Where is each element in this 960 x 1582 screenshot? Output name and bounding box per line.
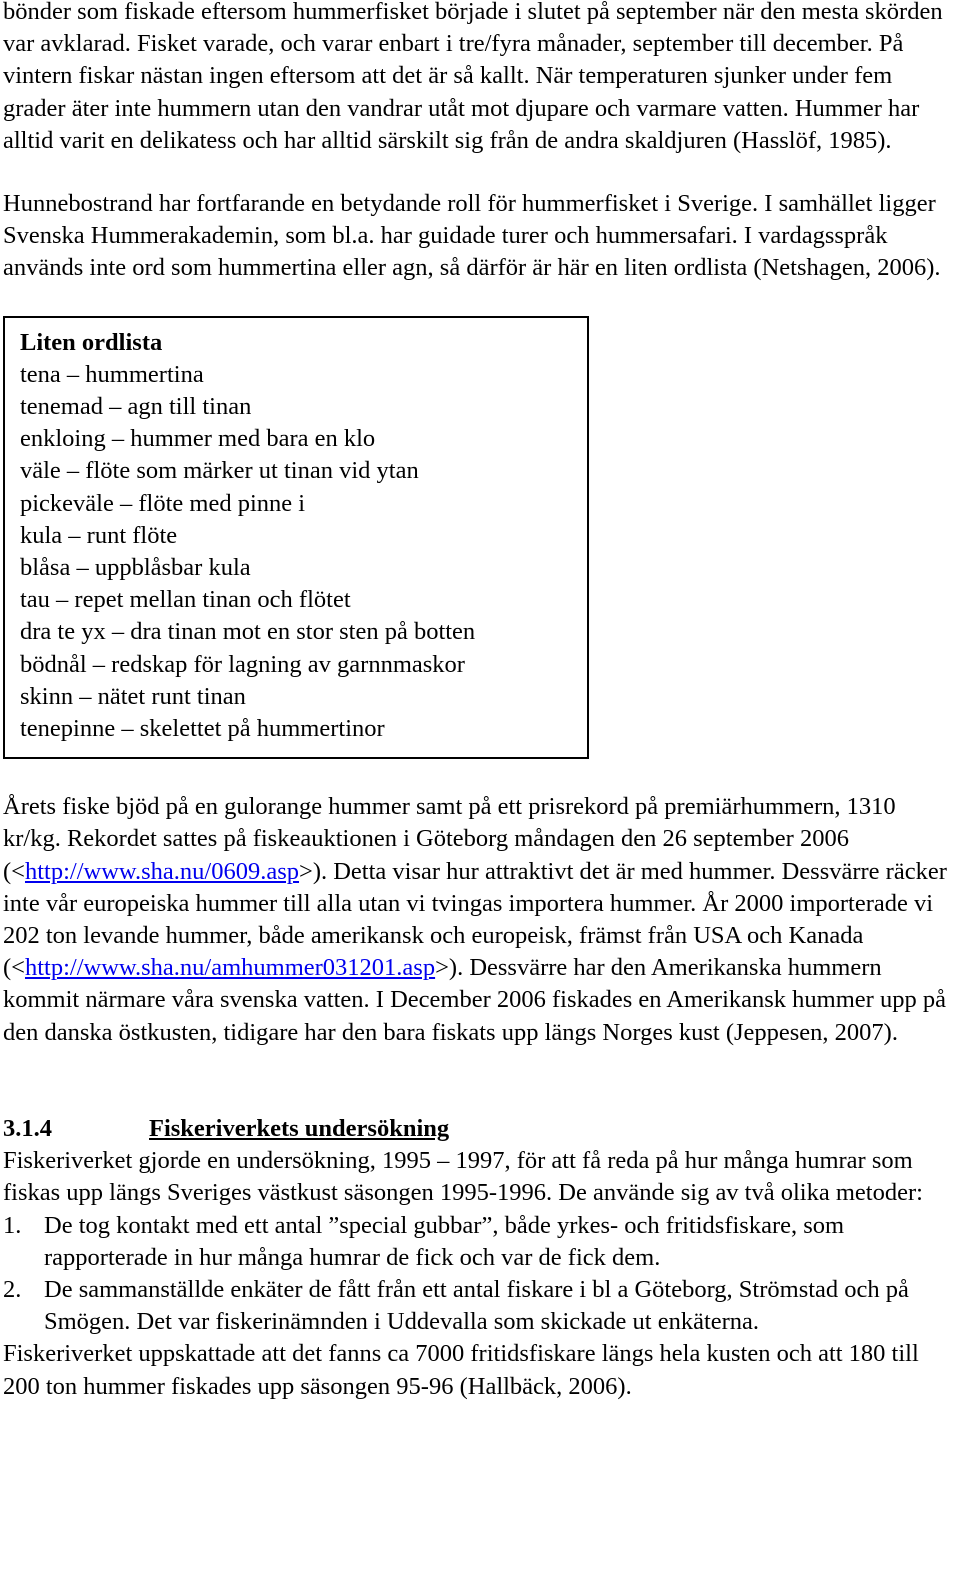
paragraph-hunnebostrand: Hunnebostrand har fortfarande en betydande roll för hummerfisket i Sverige. I samhället ligger Svenska Hummerakademin, som bl.a. har guidade turer och hummersafari. I vardagsspråk används inte ord som hummertina eller agn, så därför är här en liten ordlista (Netshagen, 2006). xyxy=(3,190,941,282)
paragraph-prices-text-3: >). Dessvärre har den Amerikanska hummern kommit närmare våra svenska vatten. I December 2006 fiskades en Amerikansk hummer upp på den danska östkusten, tidigare har den bara fiskats upp längs Norges kust (Jeppesen, 2007). xyxy=(3,954,946,1046)
sha-amhummer-link[interactable]: http://www.sha.nu/amhummer031201.asp xyxy=(24,954,436,982)
glossary-entry: enkloing – hummer med bara en klo xyxy=(20,425,376,453)
paragraph-prices xyxy=(3,791,951,1049)
list-marker: 2. xyxy=(3,1275,22,1303)
glossary-entry: pickeväle – flöte med pinne i xyxy=(20,489,306,517)
paragraph-prices-text-1: Årets fiske bjöd på en gulorange hummer samt på ett prisrekord på premiärhummern, 1310 kr/kg. Rekordet sattes på fiskeauktionen i Göteborg måndagen den 26 september 2006 (< xyxy=(3,793,896,885)
glossary-entry: tena – hummertina xyxy=(20,360,204,388)
glossary-entry: kula – runt flöte xyxy=(20,521,178,549)
methods-list xyxy=(3,1210,951,1339)
glossary-entry: tenepinne – skelettet på hummertinor xyxy=(20,715,385,743)
section-number: 3.1.4 xyxy=(3,1114,52,1142)
paragraph-prices-text-2: >). Detta visar hur attraktivt det är med hummer. Dessvärre räcker inte vår europeiska hummer till alla utan vi tvingas importera hummer. År 2000 importerade vi 202 ton levande hummer, både amerikansk och europeisk, främst från USA och Kanada (< xyxy=(3,857,947,982)
glossary-entry: dra te yx – dra tinan mot en stor sten på botten xyxy=(20,618,476,646)
paragraph-method-intro: Fiskeriverket gjorde en undersökning, 1995 – 1997, för att få reda på hur många humrar som fiskas upp längs Sveriges västkust säsongen 1995-1996. De använde sig av två olika metoder: xyxy=(3,1147,923,1207)
glossary-entry: väle – flöte som märker ut tinan vid ytan xyxy=(20,457,419,485)
glossary-entry: tenemad – agn till tinan xyxy=(20,393,252,421)
list-item-text: De tog kontakt med ett antal ”special gubbar”, både yrkes- och fritidsfiskare, som rapporterade in hur många humrar de fick och var de fick dem. xyxy=(44,1211,845,1271)
glossary-title: Liten ordlista xyxy=(20,328,163,356)
document-page xyxy=(3,0,951,1403)
glossary-entry: blåsa – uppblåsbar kula xyxy=(20,554,251,582)
paragraph-intro: bönder som fiskade eftersom hummerfisket började i slutet på september när den mesta skörden var avklarad. Fisket varade, och varar enbart i tre/fyra månader, september till december. På vintern fiskar nästan ingen eftersom att det är så kallt. När temperaturen sjunker under fem grader äter inte hummern utan den vandrar utåt mot djupare och varmare vatten. Hummer har alltid varit en delikatess och har alltid särskilt sig från de andra skaldjuren (Hasslöf, 1985). xyxy=(3,0,943,154)
sha-0609-link[interactable]: http://www.sha.nu/0609.asp xyxy=(24,857,300,885)
glossary-box xyxy=(3,316,589,760)
glossary-entry: tau – repet mellan tinan och flötet xyxy=(20,586,351,614)
list-item-text: De sammanställde enkäter de fått från ett antal fiskare i bl a Göteborg, Strömstad och på Smögen. Det var fiskerinämnden i Uddevalla som skickade ut enkäterna. xyxy=(44,1275,909,1336)
section-title: Fiskeriverkets undersökning xyxy=(149,1114,450,1142)
list-item xyxy=(3,1210,951,1274)
glossary-entry: bödnål – redskap för lagning av garnnmaskor xyxy=(20,650,465,678)
list-item xyxy=(3,1274,951,1338)
section-heading xyxy=(3,1113,951,1145)
list-marker: 1. xyxy=(3,1211,22,1239)
paragraph-closing: Fiskeriverket uppskattade att det fanns ca 7000 fritidsfiskare längs hela kusten och att 180 till 200 ton hummer fiskades upp säsongen 95-96 (Hallbäck, 2006). xyxy=(3,1340,919,1400)
glossary-entry: skinn – nätet runt tinan xyxy=(20,682,246,710)
